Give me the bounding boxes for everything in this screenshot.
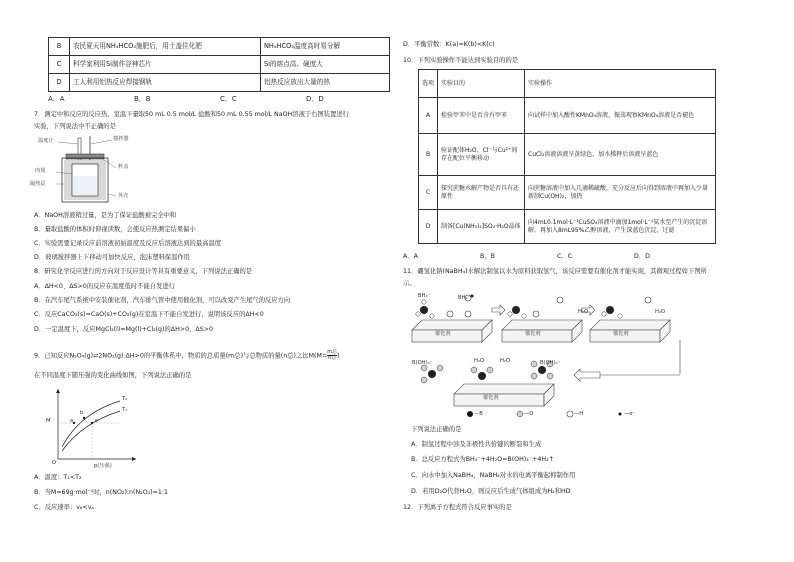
graph-point-c: c	[95, 418, 98, 424]
catalyst-label-1: 催化剂	[435, 331, 451, 337]
q9-option-b[interactable]: B．当M=69g·mol⁻¹时，n(NO₂):n(N₂O₄)=1:1	[34, 489, 169, 496]
catalyst-label-4: 催化剂	[483, 395, 499, 401]
q7-option-b[interactable]: B．量取盐酸的体积时仰视读数，会使反应热测定结果偏小	[34, 226, 196, 233]
row-label: A	[419, 98, 438, 134]
mechanism-figure	[410, 290, 740, 420]
q9-stem-text: 9．已知反应N₂O₄(g)⇌2NO₂(g) ΔH>0的平衡体系中，物质的总质量(m总)与总物质的量(n总)之比M(M=	[34, 352, 328, 360]
table-row	[419, 176, 716, 210]
q11-option-a[interactable]: A．制氢过程中涉及非极性共价键的断裂和生成	[411, 441, 542, 448]
q10-option-c[interactable]: C．C	[557, 253, 573, 260]
stirrer-label: 搅拌器	[113, 136, 129, 142]
row-op: 向4mL0.1mol·L⁻¹CuSO₄溶液中滴加1mol·L⁻¹氨水至产生的沉淀溶解，再加入8mL95%乙醇溶液，产生深蓝色沉淀，过滤	[525, 210, 716, 244]
q9-stem-end: )	[337, 352, 340, 360]
table-row	[419, 210, 716, 244]
row-label: D	[49, 74, 70, 92]
q11-option-c[interactable]: C．向水中加入NaBH₄，NaBH₄对水的电离平衡起抑制作用	[411, 472, 576, 479]
q6-table	[48, 37, 390, 92]
row-reason: Si的熔点高、硬度大	[261, 56, 390, 74]
row-label: D	[419, 210, 438, 244]
q10-stem: 10．下列实验操作不能达到实验目的的是	[403, 57, 519, 64]
q8-option-d[interactable]: D．一定温度下，反应MgCl₂(l)=Mg(l)+Cl₂(g)的ΔH>0、ΔS>0	[34, 326, 214, 333]
row-text: 工人利用铝热反应焊接钢轨	[70, 74, 261, 92]
graph-t1: T₁	[122, 407, 128, 413]
header-goal: 实验目的	[438, 70, 525, 98]
q8-option-a[interactable]: A．ΔH<0、ΔS>0的反应在温度低时不能自发进行	[34, 283, 175, 290]
legend-o: —O	[524, 411, 534, 417]
legend-e: —e⁻	[624, 411, 636, 417]
row-label: B	[49, 38, 70, 56]
catalyst-label-2: 催化剂	[525, 331, 541, 337]
h2o-label-1: H₂O	[578, 309, 589, 315]
graph-xlabel: p(压强)	[94, 463, 112, 469]
table-row	[49, 56, 390, 74]
table-row	[419, 98, 716, 134]
table-row	[419, 134, 716, 176]
row-op: 向试样中加入酸性KMnO₄溶液，振荡观察KMnO₄溶液是否褪色	[525, 98, 716, 134]
fraction-bottom: n总	[328, 355, 337, 361]
graph-ylabel: M	[46, 418, 51, 424]
q11-option-d[interactable]: D．若用D₂O代替H₂O，则反应后生成气体组成为H₂和HD	[411, 488, 571, 495]
fraction-top: m总	[327, 349, 338, 355]
q11-question: 下列说法正确的是	[411, 426, 462, 433]
row-op: CuCl₂溶液溶液呈黄绿色，加水稀释后溶液呈蓝色	[525, 134, 716, 176]
h2o-label-3: H₂O	[474, 358, 485, 364]
q10-option-b[interactable]: B．B	[480, 253, 495, 260]
graph-t2: T₂	[122, 396, 128, 402]
row-op: 向蔗糖溶液中加入几滴稀硫酸，充分反应后向得到溶液中再加入少量新制Cu(OH)₂，加热	[525, 176, 716, 210]
q9-stem-2: 在不同温度下随压强的变化曲线如图，下列说法正确的是	[34, 372, 192, 379]
bh4-label-2: BH₄⁻	[458, 295, 471, 301]
q11-stem: 11．硼氢化钠(NaBH₄)水解法制氢以水为原料获取氢气，该反应需要有催化剂才能实现，其微观过程如下图所	[403, 268, 707, 275]
header-option: 选项	[419, 70, 438, 98]
boh3-label: B(OH)₃⁻	[412, 360, 433, 366]
q11-stem-2: 示。	[403, 280, 416, 287]
thermometer-label: 温度计	[38, 138, 54, 144]
h2o-label-2: H₂O	[655, 309, 666, 315]
q9-fraction	[327, 349, 340, 361]
row-label: C	[419, 176, 438, 210]
q6-option-c[interactable]: C．C	[220, 95, 237, 103]
q6-option-a[interactable]: A．A	[48, 95, 65, 103]
row-label: C	[49, 56, 70, 74]
q8-option-b[interactable]: B．在汽车尾气系统中安装催化剂，汽车排气管中使用催化剂，可以改变产生尾气的反应方向	[34, 297, 291, 304]
row-goal: 检验甲苯中是否含有甲苯	[438, 98, 525, 134]
row-label: B	[419, 134, 438, 176]
row-reason: 铝热反应放出大量的热	[261, 74, 390, 92]
q9-option-d[interactable]: D．平衡常数：K(a)=K(b)<K(c)	[403, 41, 495, 48]
row-text: 科学家利用Si制作谷神芯片	[70, 56, 261, 74]
graph-origin: O	[52, 460, 57, 466]
q7-option-d[interactable]: D．玻璃搅拌器上下移动可加快反应，泡沫塑料保温作用	[34, 254, 190, 261]
q8-option-c[interactable]: C．反应CaCO₃(s)=CaO(s)+CO₂(g)在室温下不能自发进行，说明该反应的ΔH<0	[34, 311, 264, 318]
q9-option-a[interactable]: A．温度：T₁<T₂	[34, 474, 82, 481]
q6-option-b[interactable]: B．B	[134, 95, 151, 103]
q7-option-c[interactable]: C．实验需要记录反应前溶液初始温度及反应后溶液达到的最高温度	[34, 240, 222, 247]
legend-h: —H	[574, 411, 584, 417]
row-goal: 探究蔗糖水解产物是否具有还原性	[438, 176, 525, 210]
q10-option-a[interactable]: A．A	[403, 253, 418, 260]
q9-stem	[34, 350, 340, 361]
row-goal: 制备[Cu(NH₃)₄]SO₄·H₂O晶体	[438, 210, 525, 244]
q9-option-c[interactable]: C．反应速率：vᵦ<vₐ	[34, 504, 94, 511]
outer-label: 外壳	[118, 193, 129, 199]
row-goal: 验证配体H₂O、Cl⁻与Cu²⁺间存在配位平衡移动	[438, 134, 525, 176]
bh4-label-1: BH₄⁻	[418, 293, 431, 299]
boh4-label: B(OH)₄⁻	[540, 360, 561, 366]
q7-option-a[interactable]: A．NaOH溶液稍过量，是为了保证盐酸被完全中和	[34, 212, 177, 219]
q12-stem: 12．下列离子方程式符合反应事实的是	[403, 504, 512, 511]
insulation-label: 隔热层	[30, 181, 46, 187]
q7-stem: 7．测定中和反应的反应热，室温下量取50 mL 0.5 mol/L 盐酸和50 mL 0.55 mol/L NaOH溶液于右图装置进行	[34, 111, 349, 118]
q6-option-d[interactable]: D．D	[306, 95, 324, 103]
header-op: 实验操作	[525, 70, 716, 98]
q10-table	[418, 69, 716, 244]
table-row	[49, 74, 390, 92]
row-text: 农民夏天用NH₄HCO₃施肥后，用土盖住化肥	[70, 38, 261, 56]
inner-label: 内筒	[35, 168, 46, 174]
catalyst-label-3: 催化剂	[613, 331, 629, 337]
q7-stem-2: 实验，下列说法中不正确的是	[34, 123, 116, 130]
cup-label: 杯盖	[118, 164, 129, 170]
q10-option-d[interactable]: D．D	[634, 253, 650, 260]
row-reason: NH₄HCO₃温度高时易分解	[261, 38, 390, 56]
graph-point-b: b	[80, 410, 84, 416]
calorimeter-figure	[42, 134, 152, 210]
h2o-label-4: H₂O	[500, 358, 511, 364]
legend-b: —B	[474, 411, 483, 417]
q8-stem: 8．研究化学反应进行的方向对于反应设计等具有重要意义，下列说法正确的是	[34, 268, 253, 275]
table-row	[49, 38, 390, 56]
graph-point-a: a	[70, 418, 74, 424]
table-header-row	[419, 70, 716, 98]
q11-option-b[interactable]: B．总反应方程式为BH₄⁻+4H₂O=B(OH)₄⁻+4H₂↑	[411, 456, 554, 463]
